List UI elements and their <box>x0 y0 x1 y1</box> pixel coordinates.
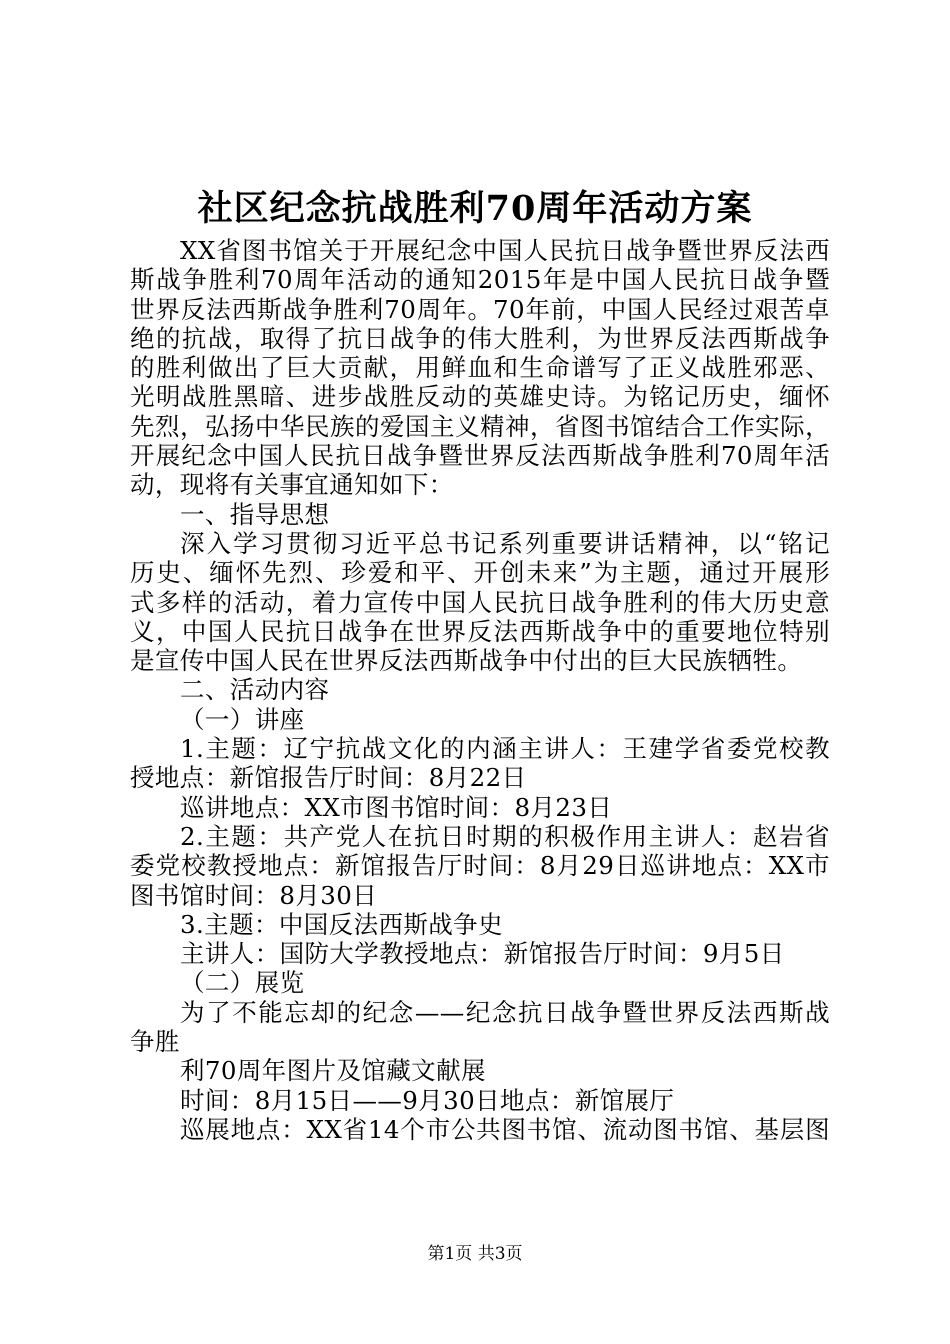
text-line: 是宣传中国人民在世界反法西斯战争中付出的巨大民族牺牲。 <box>130 646 803 676</box>
document-title: 社区纪念抗战胜利70周年活动方案 <box>197 188 753 229</box>
text-line: 动，现将有关事宜通知如下： <box>130 470 454 500</box>
text-line: 历史、缅怀先烈、珍爱和平、开创未来”为主题，通过开展形 <box>130 558 830 588</box>
text-line: 委党校教授地点：新馆报告厅时间：8月29日巡讲地点：XX市 <box>130 851 830 881</box>
text-line: 为了不能忘却的纪念——纪念抗日战争暨世界反法西斯战 <box>180 997 830 1027</box>
text-line: 义，中国人民抗日战争在世界反法西斯战争中的重要地位特别 <box>130 616 830 646</box>
document-body <box>130 236 830 1144</box>
text-line: 授地点：新馆报告厅时间：8月22日 <box>130 763 527 793</box>
text-line: 主讲人：国防大学教授地点：新馆报告厅时间：9月5日 <box>180 939 785 969</box>
text-line: 开展纪念中国人民抗日战争暨世界反法西斯战争胜利70周年活 <box>130 441 830 471</box>
text-line: （二）展览 <box>180 968 305 998</box>
text-line: 绝的抗战，取得了抗日战争的伟大胜利，为世界反法西斯战争 <box>130 323 830 353</box>
text-line: 的胜利做出了巨大贡献，用鲜血和生命谱写了正义战胜邪恶、 <box>130 353 830 383</box>
text-line: 2.主题：共产党人在抗日时期的积极作用主讲人：赵岩省 <box>180 821 830 851</box>
text-line: 一、指导思想 <box>180 499 330 529</box>
text-line: 式多样的活动，着力宣传中国人民抗日战争胜利的伟大历史意 <box>130 587 830 617</box>
text-line: 深入学习贯彻习近平总书记系列重要讲话精神，以“铭记 <box>180 528 830 558</box>
text-line: 世界反法西斯战争胜利70周年。70年前，中国人民经过艰苦卓 <box>130 294 830 324</box>
text-line: 斯战争胜利70周年活动的通知2015年是中国人民抗日战争暨 <box>130 265 830 295</box>
page-footer: 第1页 共3页 <box>427 1244 523 1264</box>
text-line: 巡讲地点：XX市图书馆时间：8月23日 <box>180 792 613 822</box>
text-line: 先烈，弘扬中华民族的爱国主义精神，省图书馆结合工作实际， <box>130 411 830 441</box>
text-line: 二、活动内容 <box>180 675 330 705</box>
text-line: 争胜 <box>130 1027 180 1057</box>
text-line: 1.主题：辽宁抗战文化的内涵主讲人：王建学省委党校教 <box>180 734 830 764</box>
text-line: （一）讲座 <box>180 704 305 734</box>
text-line: 光明战胜黑暗、进步战胜反动的英雄史诗。为铭记历史，缅怀 <box>130 382 830 412</box>
text-line: 3.主题：中国反法西斯战争史 <box>180 909 503 939</box>
text-line: XX省图书馆关于开展纪念中国人民抗日战争暨世界反法西 <box>180 236 830 265</box>
text-line: 巡展地点：XX省14个市公共图书馆、流动图书馆、基层图 <box>180 1114 830 1144</box>
text-line: 利70周年图片及馆藏文献展 <box>180 1056 486 1086</box>
text-line: 图书馆时间：8月30日 <box>130 880 378 910</box>
text-line: 时间：8月15日——9月30日地点：新馆展厅 <box>180 1085 675 1115</box>
